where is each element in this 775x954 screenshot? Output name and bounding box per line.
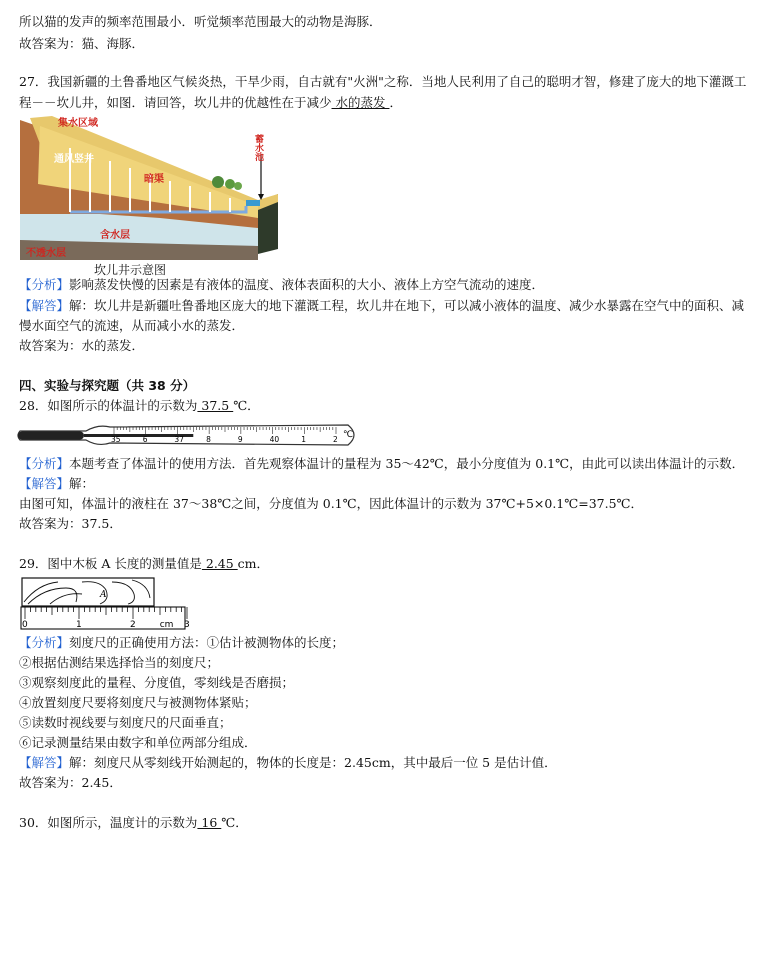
q29-solution-text: 解：刻度尺从零刻线开始测起的，物体的长度是：2.45cm，其中最后一位 5 是估计值． (69, 755, 557, 770)
q29-step: ③观察刻度此的量程、分度值，零刻线是否磨损； (19, 675, 295, 690)
q28-answer: 故答案为：37.5． (19, 516, 122, 531)
analysis-tag: 【分析】 (19, 456, 70, 471)
q29-step: ⑤读数时视线要与刻度尺的尺面垂直； (19, 715, 232, 730)
q29-answer-blank: 2.45 (201, 556, 238, 571)
q28-answer-blank: 37.5 (197, 398, 234, 413)
q28-analysis-text: 本题考查了体温计的使用方法．首先观察体温计的量程为 35～42℃，最小分度值为 0.1℃，由此可以读出体温计的示数． (69, 456, 745, 471)
q30-answer-blank: 16 (197, 815, 222, 830)
q29-analysis (19, 634, 344, 652)
ruler-tick-label: 0 (22, 620, 28, 630)
q30-question-post: ℃． (221, 815, 248, 830)
q29-question-pre: 29．图中木板 A 长度的测量值是 (19, 556, 202, 571)
q27-solution-text1: 解：坎儿井是新疆吐鲁番地区庞大的地下灌溉工程，坎儿井在地下，可以减小液体的温度、减少水暴露在空气中的面积、减 (69, 298, 745, 313)
q29-question (19, 555, 269, 573)
kanerjing-caption: 坎儿井示意图 (94, 263, 167, 277)
q27-analysis-text: 影响蒸发快慢的因素是有液体的温度、液体表面积的大小、液体上方空气流动的速度． (69, 277, 545, 292)
thermometer-tick-label: 35 (111, 435, 121, 444)
ruler-tick-label: 2 (130, 620, 136, 630)
q28-question-pre: 28．如图所示的体温计的示数为 (19, 398, 198, 413)
q27-solution-line1 (19, 297, 744, 315)
q30-question (19, 814, 248, 832)
thermometer-tick-label: 6 (142, 435, 148, 444)
q27-question-post: ． (389, 95, 402, 110)
q27-question-line1: 27．我国新疆的土鲁番地区气候炎热，干旱少雨，自古就有"火洲"之称．当地人民利用了自己的聪明才智，修建了庞大的地下灌溉工 (19, 74, 747, 89)
q28-solution-line1: 由图可知，体温计的液柱在 37～38℃之间，分度值为 0.1℃，因此体温计的示数为 37℃+5×0.1℃=37.5℃． (19, 496, 644, 511)
label-canal: 暗渠 (144, 174, 164, 185)
thermometer-tick-label: 37 (174, 435, 184, 444)
thermometer-unit: ℃ (343, 430, 354, 440)
thermometer-tick-label: 1 (301, 435, 307, 444)
q27-question-line2 (19, 94, 402, 112)
section4-heading: 四、实验与探究题（共 38 分） (19, 378, 196, 393)
q28-solution-head (19, 475, 94, 493)
analysis-tag: 【分析】 (19, 277, 70, 292)
storage-pool (246, 200, 260, 206)
thermometer-tick-label: 2 (333, 435, 338, 444)
q28-question (19, 397, 260, 415)
q28-analysis (19, 455, 744, 473)
q26-answer: 故答案为：猫、海豚． (19, 36, 145, 51)
q30-question-pre: 30．如图所示，温度计的示数为 (19, 815, 198, 830)
thermometer-bulb (18, 432, 84, 440)
label-impermeable: 不透水层 (26, 248, 66, 259)
q29-analysis-text: 刻度尺的正确使用方法：①估计被测物体的长度； (69, 635, 345, 650)
solution-tag: 【解答】 (19, 298, 70, 313)
ruler-tick-label: 1 (76, 620, 82, 630)
solution-tag: 【解答】 (19, 755, 70, 770)
board-label: A (100, 590, 107, 600)
ruler-tick-label: 3 (184, 620, 190, 630)
label-pool: 蓄水池 (253, 134, 263, 161)
thermometer-tick-label: 40 (269, 435, 280, 444)
q27-analysis (19, 276, 544, 294)
thermometer-tick-label: 8 (206, 435, 211, 444)
kanerjing-figure (20, 114, 278, 260)
thermometer-tick-label: 9 (237, 435, 243, 444)
wooden-board-a (22, 578, 154, 606)
q27-answer: 故答案为：水的蒸发． (19, 338, 145, 353)
ruler-figure (20, 576, 188, 632)
q26-analysis-end: 所以猫的发声的频率范围最小．听觉频率范围最大的动物是海豚． (19, 14, 382, 29)
tree-icon (212, 176, 224, 188)
q29-answer: 故答案为：2.45． (19, 775, 122, 790)
label-collect-area: 集水区域 (58, 118, 98, 129)
ruler-tick-label: cm (159, 620, 174, 630)
q28-solution-head-text: 解： (69, 476, 95, 491)
q29-step: ⑥记录测量结果由数字和单位两部分组成． (19, 735, 257, 750)
label-shaft: 通风竖井 (54, 154, 94, 165)
q28-question-post: ℃． (233, 398, 260, 413)
q27-solution-line2: 慢水面空气的流速，从而减小水的蒸发． (19, 318, 245, 333)
clinical-thermometer (18, 421, 362, 449)
q29-question-post: cm． (237, 556, 270, 571)
solution-tag: 【解答】 (19, 476, 70, 491)
q29-solution (19, 754, 557, 772)
q27-answer-blank: 水的蒸发 (331, 95, 390, 110)
analysis-tag: 【分析】 (19, 635, 70, 650)
q27-question-pre: 程－－坎儿井，如图．请回答，坎儿井的优越性在于减少 (19, 95, 332, 110)
label-aquifer: 含水层 (100, 230, 130, 241)
q29-step: ②根据估测结果选择恰当的刻度尺； (19, 655, 220, 670)
q29-step: ④放置刻度尺要将刻度尺与被测物体紧贴； (19, 695, 257, 710)
